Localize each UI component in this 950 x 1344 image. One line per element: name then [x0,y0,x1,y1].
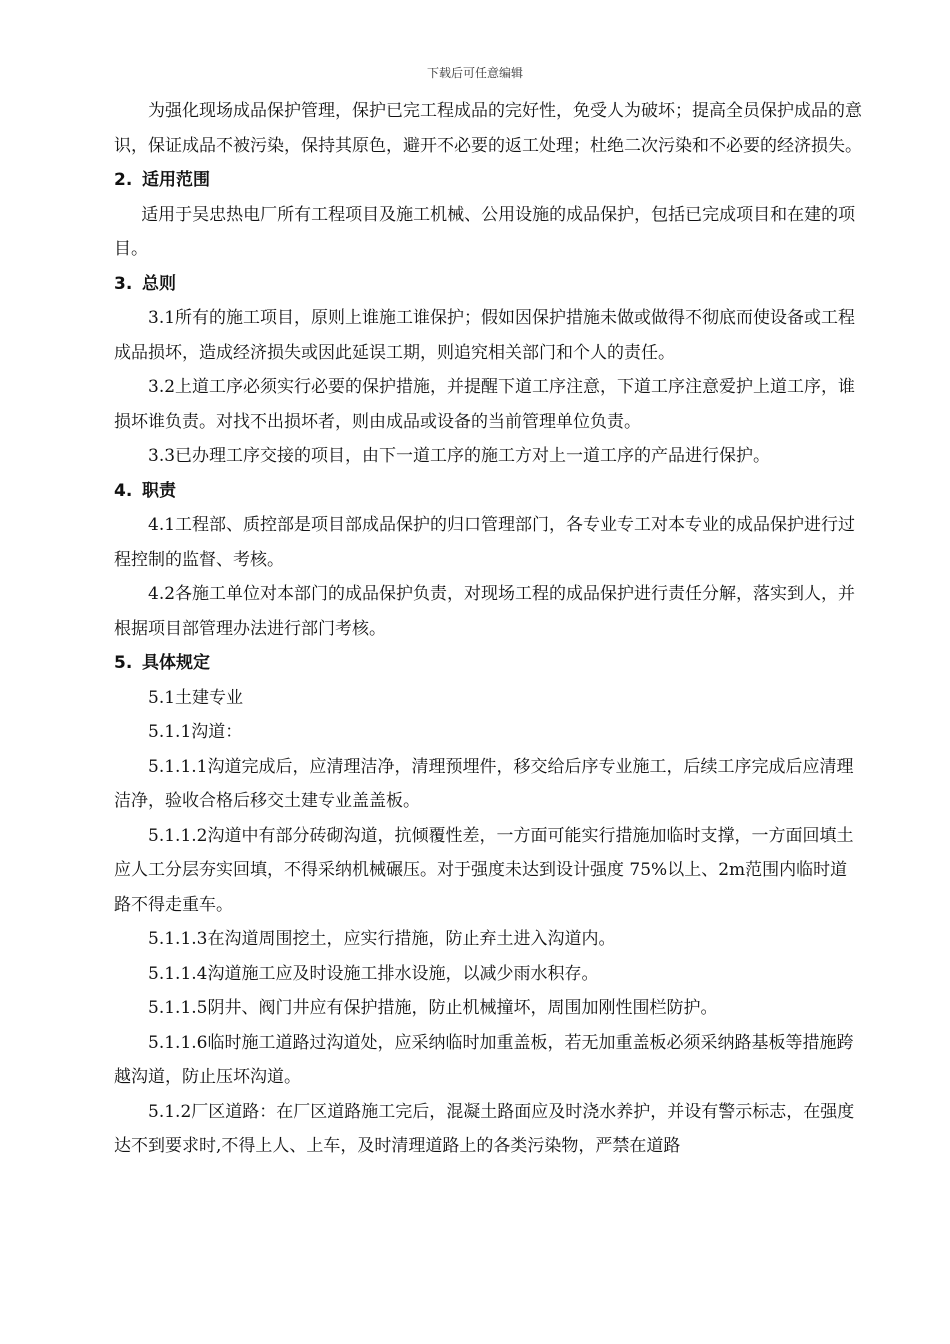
paragraph-3-1: 3.1所有的施工项目，原则上谁施工谁保护；假如因保护措施未做或做得不彻底而使设备或工程成品损坏，造成经济损失或因此延误工期，则追究相关部门和个人的责任。 [114,308,856,363]
paragraph-5-1: 5.1土建专业 [148,687,244,708]
page-header: 下载后可任意编辑 [426,66,523,80]
document-body [114,94,862,1164]
paragraph-5-1-1-1: 5.1.1.1沟道完成后，应清理洁净，清理预埋件，移交给后序专业施工，后续工序完成后应清理洁净，验收合格后移交土建专业盖盖板。 [114,756,854,811]
paragraph-5-1-1-4: 5.1.1.4沟道施工应及时设施工排水设施，以减少雨水积存。 [148,963,599,984]
paragraph-5-1-1-2: 5.1.1.2沟道中有部分砖砌沟道，抗倾覆性差，一方面可能实行措施加临时支撑，一方面回填土应人工分层夯实回填，不得采纳机械碾压。对于强度未达到设计强度 75%以上、2m范围内临时道路不得走重车。 [114,825,854,915]
paragraph-5-1-1: 5.1.1沟道： [148,722,243,742]
paragraph-3-3: 3.3已办理工序交接的项目，由下一道工序的施工方对上一道工序的产品进行保护。 [148,446,771,466]
section-heading-duties [114,474,862,509]
paragraph-5-1-1-5: 5.1.1.5阴井、阀门井应有保护措施，防止机械撞坏，周围加刚性围栏防护。 [148,998,718,1018]
section-number: 3. [114,273,133,294]
paragraph-5-1-1-6: 5.1.1.6临时施工道路过沟道处，应采纳临时加重盖板，若无加重盖板必须采纳路基板等措施跨越沟道，防止压坏沟道。 [114,1032,854,1087]
paragraph-4-1: 4.1工程部、质控部是项目部成品保护的归口管理部门，各专业专工对本专业的成品保护进行过程控制的监督、考核。 [114,515,856,570]
section-number: 5. [114,653,133,673]
paragraph-5-1-1-3: 5.1.1.3在沟道周围挖土，应实行措施，防止弃土进入沟道内。 [148,929,616,949]
section-heading-general [114,267,862,302]
section-title: 职责 [142,480,176,501]
section-heading-rules [114,646,862,681]
section-title: 具体规定 [142,653,210,673]
section-heading-scope [114,163,862,198]
paragraph-4-2: 4.2各施工单位对本部门的成品保护负责，对现场工程的成品保护进行责任分解，落实到人，并根据项目部管理办法进行部门考核。 [114,584,856,639]
paragraph-3-2: 3.2上道工序必须实行必要的保护措施，并提醒下道工序注意，下道工序注意爱护上道工序，谁损坏谁负责。对找不出损坏者，则由成品或设备的当前管理单位负责。 [114,377,856,432]
section-title: 总则 [142,273,176,294]
scope-paragraph: 适用于吴忠热电厂所有工程项目及施工机械、公用设施的成品保护，包括已完成项目和在建的项目。 [114,204,856,259]
section-number: 4. [114,480,133,501]
section-title: 适用范围 [142,170,210,190]
intro-paragraph: 为强化现场成品保护管理，保护已完工程成品的完好性，免受人为破坏；提高全员保护成品的意识，保证成品不被污染，保持其原色，避开不必要的返工处理；杜绝二次污染和不必要的经济损失。 [114,101,862,156]
paragraph-5-1-2: 5.1.2厂区道路：在厂区道路施工完后，混凝土路面应及时浇水养护，并设有警示标志，在强度达不到要求时,不得上人、上车，及时清理道路上的各类污染物，严禁在道路 [114,1101,855,1156]
section-number: 2. [114,170,133,190]
